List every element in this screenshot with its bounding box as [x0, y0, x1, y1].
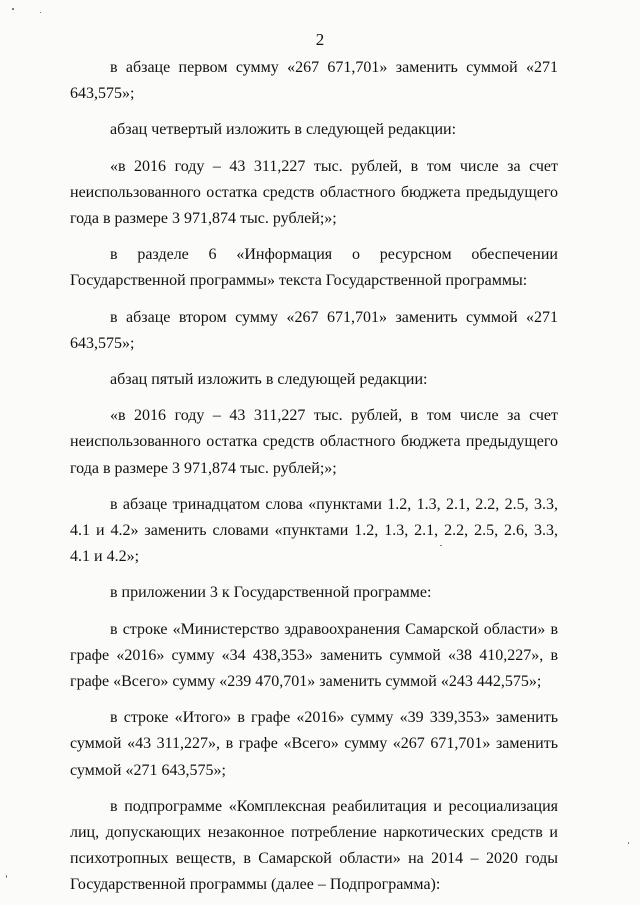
paragraph-11: в строке «Итого» в графе «2016» сумму «39 339,353» заменить суммой «43 311,227», в графе «Всего» сумму «267 671,701» заменить суммой «271 643,575»; [70, 709, 558, 779]
paragraph-3: «в 2016 году – 43 311,227 тыс. рублей, в том числе за счет неиспользованного остатка средств областного бюджета предыдущего года в размере 3 971,874 тыс. рублей;»; [70, 157, 558, 228]
paragraph-7: «в 2016 году – 43 311,227 тыс. рублей, в том числе за счет неиспользованного остатка средств областного бюджета предыдущего года в размере 3 971,874 тыс. рублей;»; [70, 407, 558, 477]
scan-speck [6, 875, 7, 878]
paragraph-5: в абзаце втором сумму «267 671,701» заменить суммой «271 643,575»; [70, 308, 558, 352]
scan-speck [440, 545, 442, 546]
paragraph-8: в абзаце тринадцатом слова «пунктами 1.2, 1.3, 2.1, 2.2, 2.5, 3.3, 4.1 и 4.2» заменить словами «пунктами 1.2, 1.3, 2.1, 2.2, 2.5, 2.6, 3.3, 4.1 и 4.2»; [70, 495, 558, 566]
page-number: 2 [315, 30, 325, 49]
scan-speck [40, 12, 41, 13]
scan-speck [12, 8, 14, 10]
paragraph-4: в разделе 6 «Информация о ресурсном обеспечении Государственной программы» текста Государственной программы: [70, 246, 558, 290]
paragraph-9: в приложении 3 к Государственной программе: [110, 584, 432, 602]
paragraph-1: в абзаце первом сумму «267 671,701» заменить суммой «271 643,575»; [70, 59, 558, 103]
paragraph-2: абзац четвертый изложить в следующей редакции: [110, 121, 457, 139]
scan-speck [628, 842, 629, 844]
paragraph-6: абзац пятый изложить в следующей редакции: [110, 371, 428, 389]
document-body [70, 55, 558, 899]
paragraph-10: в строке «Министерство здравоохранения Самарской области» в графе «2016» сумму «34 438,353» заменить суммой «38 410,227», в графе «Всего» сумму «239 470,701» заменить суммой «243 442,575»; [70, 620, 558, 691]
paragraph-12: в подпрограмме «Комплексная реабилитация и ресоциализация лиц, допускающих незаконное потребление наркотических средств и психотропных веществ, в Самарской области» на 2014 – 2020 годы Государственной программы (далее – Подпрограмма): [70, 797, 558, 894]
